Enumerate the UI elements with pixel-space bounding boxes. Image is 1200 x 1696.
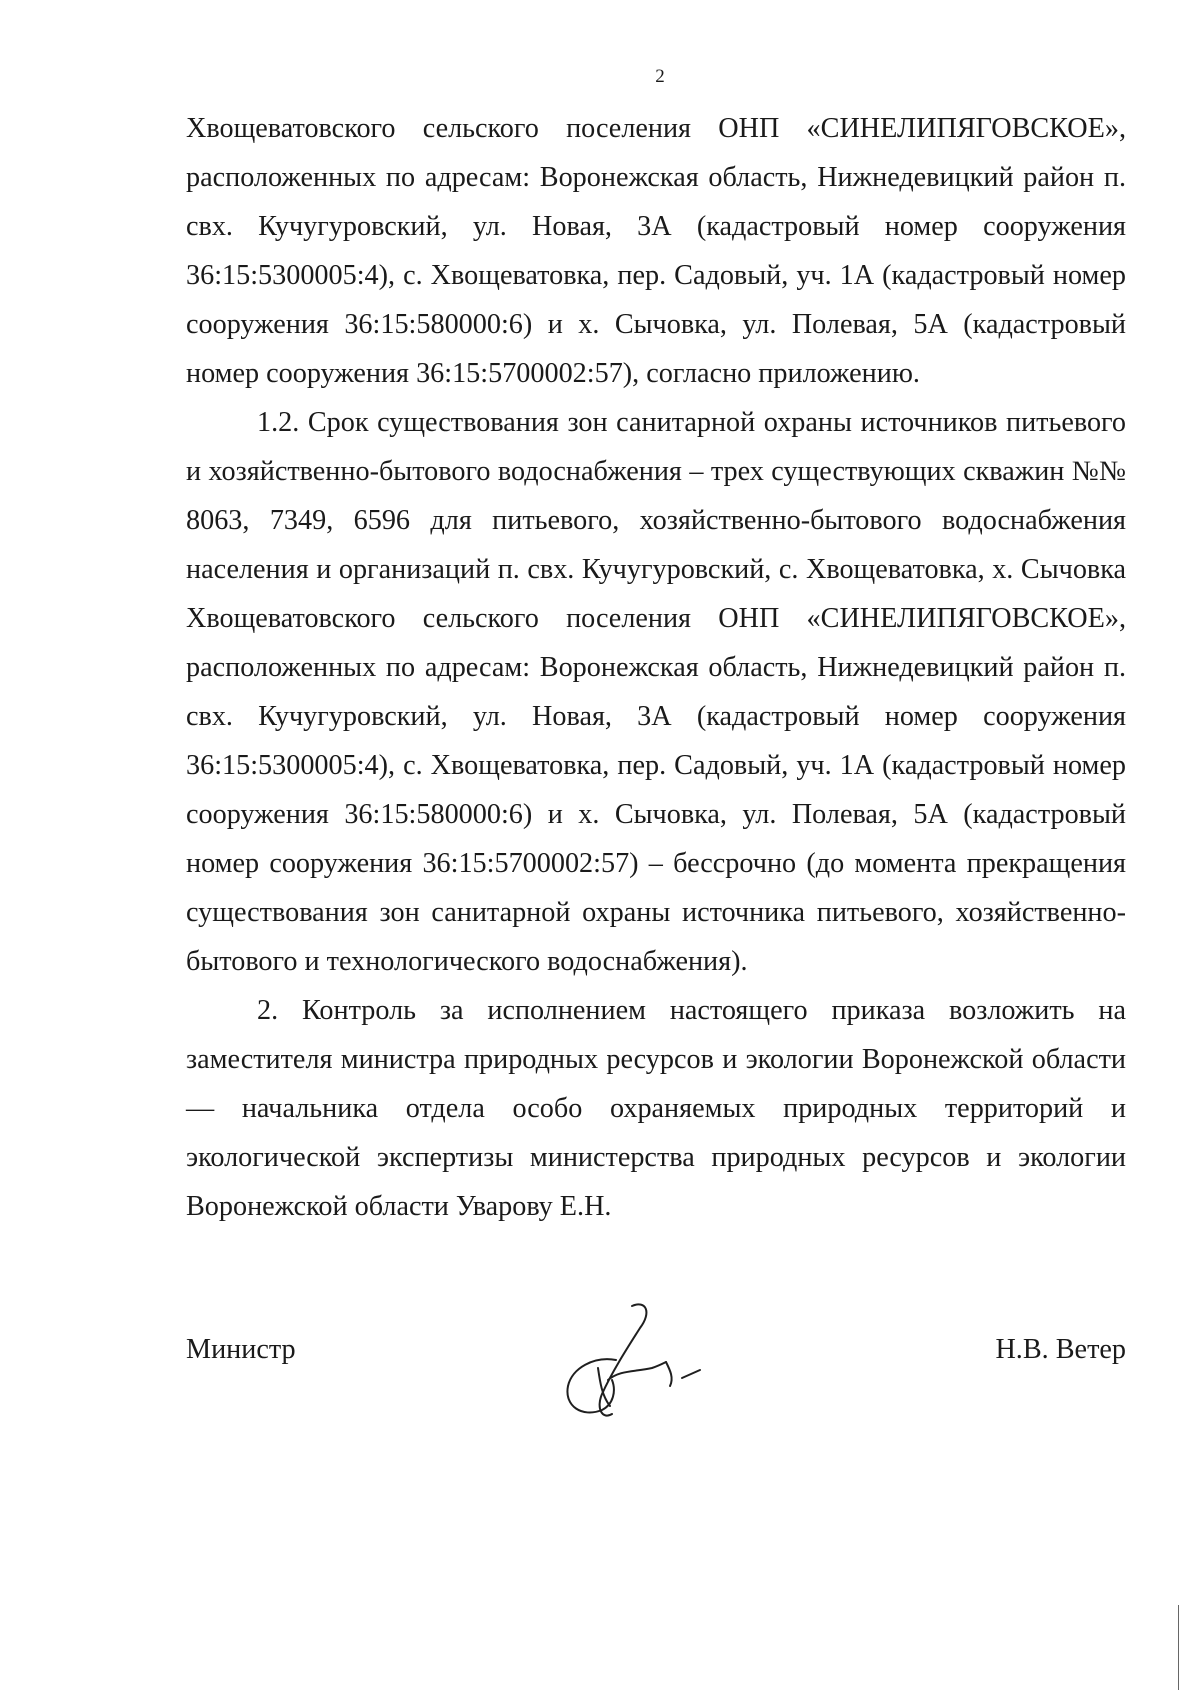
page-edge-line	[1178, 1605, 1179, 1690]
paragraph-continuation: Хвощеватовского сельского поселения ОНП «СИНЕЛИПЯГОВСКОЕ», расположенных по адресам: Воронежская область, Нижнедевицкий район п. свх. Кучугуровский, ул. Новая, 3А (кадастровый номер сооружения 36:15:5300005:4), с. Хвощеватовка, пер. Садовый, уч. 1А (кадастровый номер сооружения 36:15:580000:6) и х. Сычовка, ул. Полевая, 5А (кадастровый номер сооружения 36:15:5700002:57), согласно приложению.	[186, 113, 1126, 389]
paragraph-2: 2. Контроль за исполнением настоящего приказа возложить на заместителя министра природных ресурсов и экологии Воронежской области — начальника отдела особо охраняемых природных территорий и экологической экспертизы министерства природных ресурсов и экологии Воронежской области Уварову Е.Н.	[186, 995, 1126, 1222]
signatory-name: Н.В. Ветер	[995, 1334, 1126, 1365]
page-number: 2	[655, 66, 665, 87]
document-body	[186, 104, 1126, 1231]
signatory-title: Министр	[186, 1334, 296, 1365]
signature-block	[186, 1318, 1126, 1428]
handwritten-signature	[554, 1298, 724, 1428]
paragraph-1-2: 1.2. Срок существования зон санитарной охраны источников питьевого и хозяйственно-бытового водоснабжения – трех существующих скважин №№ 8063, 7349, 6596 для питьевого, хозяйственно-бытового водоснабжения населения и организаций п. свх. Кучугуровский, с. Хвощеватовка, х. Сычовка Хвощеватовского сельского поселения ОНП «СИНЕЛИПЯГОВСКОЕ», расположенных по адресам: Воронежская область, Нижнедевицкий район п. свх. Кучугуровский, ул. Новая, 3А (кадастровый номер сооружения 36:15:5300005:4), с. Хвощеватовка, пер. Садовый, уч. 1А (кадастровый номер сооружения 36:15:580000:6) и х. Сычовка, ул. Полевая, 5А (кадастровый номер сооружения 36:15:5700002:57) – бессрочно (до момента прекращения существования зон санитарной охраны источника питьевого, хозяйственно-бытового и технологического водоснабжения).	[186, 407, 1126, 977]
